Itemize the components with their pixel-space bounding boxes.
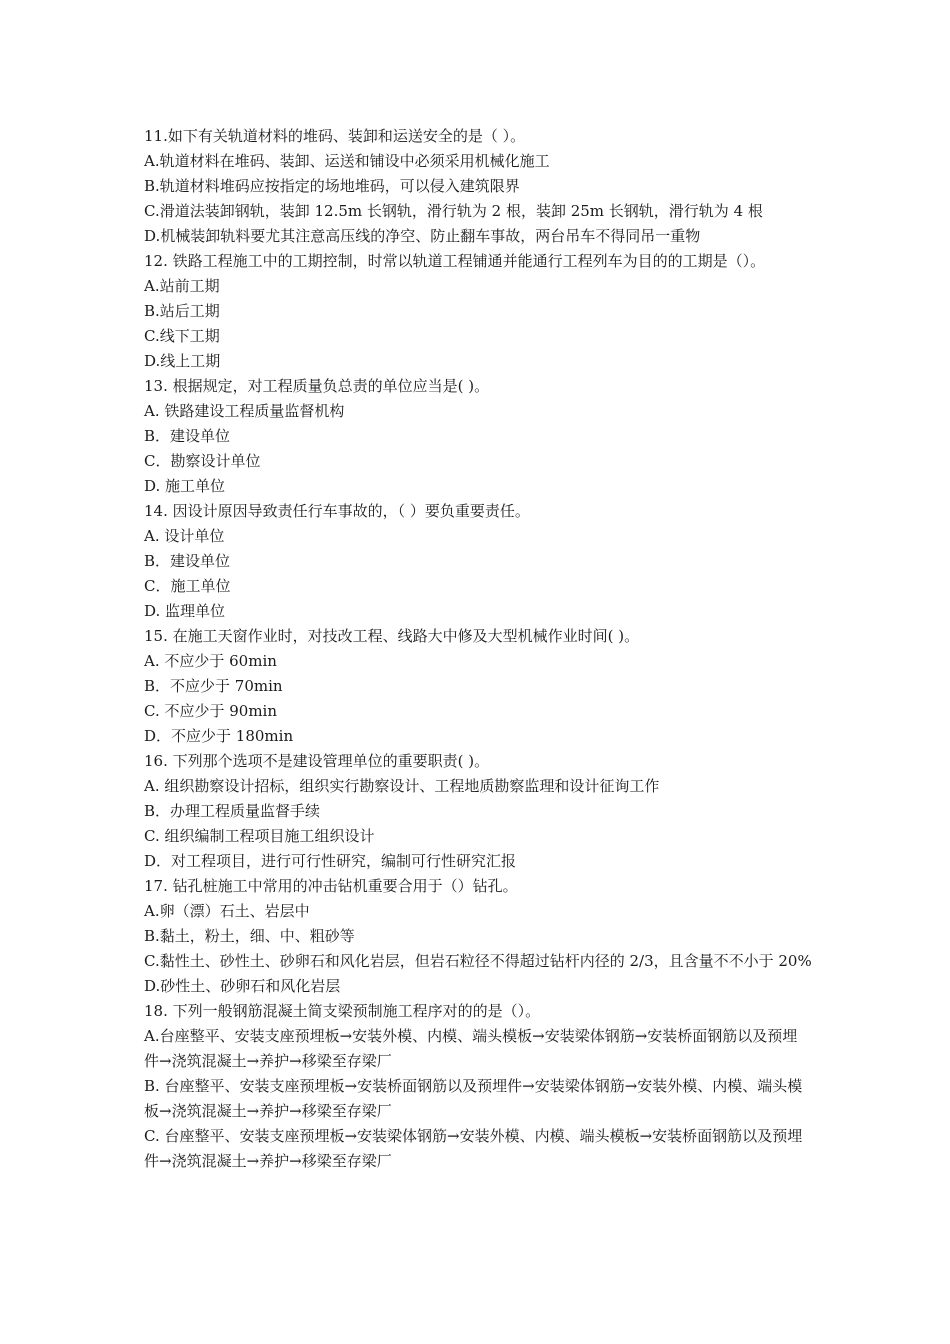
question-stem: 16. 下列那个选项不是建设管理单位的重要职责( )。 [144, 752, 490, 770]
option-c: C.滑道法装卸钢轨，装卸 12.5m 长钢轨，滑行轨为 2 根，装卸 25m 长钢轨，滑行轨为 4 根 [144, 202, 763, 220]
option-b: B.站后工期 [144, 302, 220, 320]
option-b: B.黏土，粉土，细、中、粗砂等 [144, 927, 355, 945]
option-d: D. 施工单位 [144, 477, 226, 495]
option-a: A.台座整平、安装支座预埋板→安装外模、内模、端头模板→安装梁体钢筋→安装桥面钢筋以及预埋件→浇筑混凝土→养护→移梁至存梁厂 [144, 1027, 798, 1070]
option-d: D.砂性土、砂卵石和风化岩层 [144, 977, 341, 995]
option-c: C. 组织编制工程项目施工组织设计 [144, 827, 375, 845]
option-c: C. 台座整平、安装支座预埋板→安装梁体钢筋→安装外模、内模、端头模板→安装桥面钢筋以及预埋件→浇筑混凝土→养护→移梁至存梁厂 [144, 1127, 803, 1170]
question-15 [144, 624, 812, 749]
question-18 [144, 999, 812, 1174]
option-a: A.轨道材料在堆码、装卸、运送和铺设中必须采用机械化施工 [144, 152, 550, 170]
question-stem: 13. 根据规定，对工程质量负总责的单位应当是( )。 [144, 377, 490, 395]
option-a: A. 不应少于 60min [144, 652, 277, 670]
document-body [144, 124, 812, 1174]
option-a: A.站前工期 [144, 277, 220, 295]
question-stem: 11.如下有关轨道材料的堆码、装卸和运送安全的是（ ）。 [144, 127, 526, 145]
option-d: D. 监理单位 [144, 602, 226, 620]
option-d: D.线上工期 [144, 352, 221, 370]
option-a: A. 铁路建设工程质量监督机构 [144, 402, 345, 420]
option-d: D．不应少于 180min [144, 727, 294, 745]
question-17 [144, 874, 812, 999]
option-b: B.轨道材料堆码应按指定的场地堆码，可以侵入建筑限界 [144, 177, 520, 195]
question-12 [144, 249, 812, 374]
option-c: C．施工单位 [144, 577, 231, 595]
option-d: D．对工程项目，进行可行性研究，编制可行性研究汇报 [144, 852, 517, 870]
question-stem: 17. 钻孔桩施工中常用的冲击钻机重要合用于（）钻孔。 [144, 877, 518, 895]
option-c: C. 不应少于 90min [144, 702, 278, 720]
option-b: B. 台座整平、安装支座预埋板→安装桥面钢筋以及预埋件→安装梁体钢筋→安装外模、内模、端头模板→浇筑混凝土→养护→移梁至存梁厂 [144, 1077, 803, 1120]
question-stem: 18. 下列一般钢筋混凝土简支梁预制施工程序对的的是（）。 [144, 1002, 541, 1020]
question-11 [144, 124, 812, 249]
option-d: D.机械装卸轨料要尤其注意高压线的净空、防止翻车事故，两台吊车不得同吊一重物 [144, 227, 701, 245]
option-b: B．建设单位 [144, 552, 231, 570]
option-a: A. 组织勘察设计招标，组织实行勘察设计、工程地质勘察监理和设计征询工作 [144, 777, 660, 795]
option-b: B．不应少于 70min [144, 677, 283, 695]
question-stem: 12. 铁路工程施工中的工期控制，时常以轨道工程铺通并能通行工程列车为目的的工期是（）。 [144, 252, 766, 270]
option-c: C.线下工期 [144, 327, 220, 345]
question-14 [144, 499, 812, 624]
option-b: B．办理工程质量监督手续 [144, 802, 321, 820]
option-a: A.卵（漂）石土、岩层中 [144, 902, 310, 920]
option-b: B．建设单位 [144, 427, 231, 445]
question-16 [144, 749, 812, 874]
option-c: C．勘察设计单位 [144, 452, 261, 470]
option-c: C.黏性土、砂性土、砂卵石和风化岩层，但岩石粒径不得超过钻杆内径的 2/3，且含量不不小于 20% [144, 952, 812, 970]
question-13 [144, 374, 812, 499]
question-stem: 15. 在施工天窗作业时，对技改工程、线路大中修及大型机械作业时间( )。 [144, 627, 640, 645]
question-stem: 14. 因设计原因导致责任行车事故的，（ ）要负重要责任。 [144, 502, 530, 520]
option-a: A. 设计单位 [144, 527, 225, 545]
